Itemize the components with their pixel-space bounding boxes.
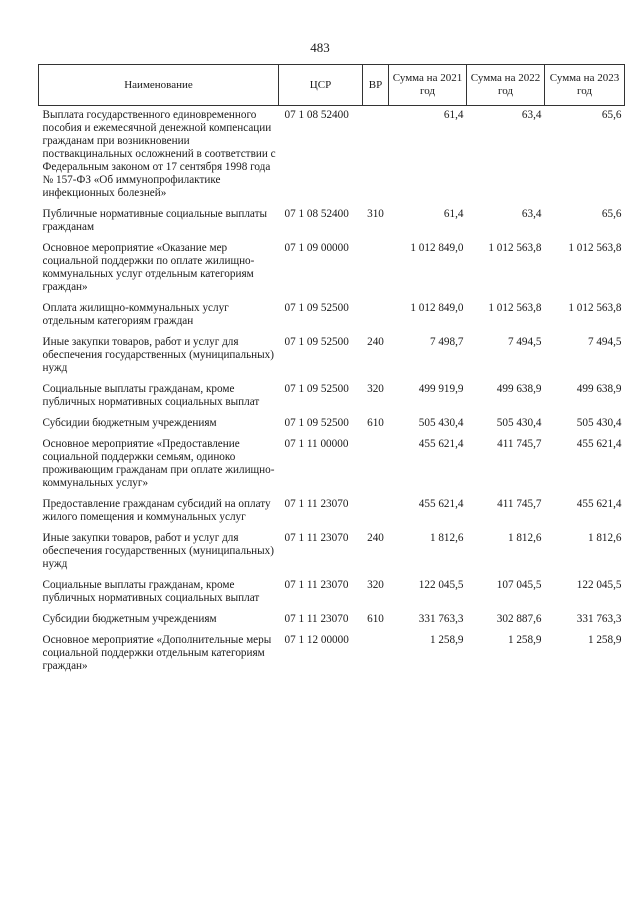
row-vr xyxy=(363,495,389,529)
table-row xyxy=(39,631,625,678)
row-sum-2021: 505 430,4 xyxy=(418,417,464,429)
row-name: Субсидии бюджетным учреждениям xyxy=(42,417,217,429)
row-csr: 07 1 08 52400 xyxy=(284,109,349,121)
row-name: Оплата жилищно-коммунальных услуг отдельным категориям граждан xyxy=(42,302,229,327)
row-name: Публичные нормативные социальные выплаты гражданам xyxy=(42,208,268,233)
table-row xyxy=(39,299,625,333)
header-name: Наименование xyxy=(39,65,279,106)
row-csr: 07 1 11 23070 xyxy=(284,579,349,591)
row-csr: 07 1 09 00000 xyxy=(284,242,349,254)
table-row xyxy=(39,205,625,239)
row-vr xyxy=(363,239,389,299)
row-name: Выплата государственного единовременного пособия и ежемесячной денежной компенсации гражданам при возникновении поствакцинальных осложнений в соответствии с Федеральным законом от 17 сентября 1998 года № 157-ФЗ «Об иммунопрофилактике инфекционных болезней» xyxy=(42,109,276,199)
row-sum-2021: 61,4 xyxy=(443,109,464,121)
row-sum-2023: 499 638,9 xyxy=(576,383,622,395)
row-csr: 07 1 09 52500 xyxy=(284,302,349,314)
row-sum-2021: 455 621,4 xyxy=(418,438,464,450)
row-sum-2022: 1 012 563,8 xyxy=(488,242,542,254)
header-csr: ЦСР xyxy=(279,65,363,106)
row-sum-2021: 1 258,9 xyxy=(429,634,464,646)
row-sum-2023: 505 430,4 xyxy=(576,417,622,429)
row-sum-2022: 63,4 xyxy=(521,109,542,121)
row-name: Основное мероприятие «Предоставление социальной поддержки семьям, одиноко проживающим гражданам при оплате жилищно-коммунальных услуг» xyxy=(42,438,275,489)
table-row xyxy=(39,435,625,495)
row-sum-2022: 411 745,7 xyxy=(497,498,542,510)
budget-table xyxy=(38,64,625,678)
row-name: Основное мероприятие «Оказание мер социальной поддержки по оплате жилищно-коммунальных услуг отдельным категориям граждан» xyxy=(42,242,255,293)
row-csr: 07 1 09 52500 xyxy=(284,383,349,395)
header-sum-2022: Сумма на 2022 год xyxy=(467,65,545,106)
row-csr: 07 1 12 00000 xyxy=(284,634,349,646)
row-sum-2023: 455 621,4 xyxy=(576,438,622,450)
row-sum-2021: 455 621,4 xyxy=(418,498,464,510)
row-sum-2021: 331 763,3 xyxy=(418,613,464,625)
row-sum-2021: 61,4 xyxy=(443,208,464,220)
header-vr: ВР xyxy=(363,65,389,106)
row-name: Иные закупки товаров, работ и услуг для обеспечения государственных (муниципальных) нужд xyxy=(42,336,274,374)
table-row xyxy=(39,239,625,299)
row-sum-2023: 1 258,9 xyxy=(587,634,622,646)
row-sum-2021: 1 012 849,0 xyxy=(410,302,464,314)
row-sum-2022: 107 045,5 xyxy=(496,579,542,591)
row-sum-2022: 499 638,9 xyxy=(496,383,542,395)
row-name: Иные закупки товаров, работ и услуг для обеспечения государственных (муниципальных) нужд xyxy=(42,532,274,570)
row-csr: 07 1 11 23070 xyxy=(284,498,349,510)
row-sum-2023: 1 012 563,8 xyxy=(568,302,622,314)
row-name: Социальные выплаты гражданам, кроме публичных нормативных социальных выплат xyxy=(42,579,260,604)
row-vr: 310 xyxy=(367,208,384,220)
row-vr xyxy=(363,435,389,495)
row-csr: 07 1 08 52400 xyxy=(284,208,349,220)
row-vr xyxy=(363,106,389,206)
row-sum-2022: 302 887,6 xyxy=(496,613,542,625)
row-sum-2022: 1 812,6 xyxy=(507,532,542,544)
row-vr: 610 xyxy=(367,417,384,429)
row-sum-2023: 1 812,6 xyxy=(587,532,622,544)
row-sum-2023: 65,6 xyxy=(601,109,622,121)
row-name: Субсидии бюджетным учреждениям xyxy=(42,613,217,625)
row-sum-2023: 122 045,5 xyxy=(576,579,622,591)
table-row xyxy=(39,380,625,414)
table-header xyxy=(39,65,625,106)
row-csr: 07 1 11 23070 xyxy=(284,532,349,544)
row-sum-2022: 1 258,9 xyxy=(507,634,542,646)
row-sum-2022: 1 012 563,8 xyxy=(488,302,542,314)
row-name: Социальные выплаты гражданам, кроме публичных нормативных социальных выплат xyxy=(42,383,260,408)
row-sum-2023: 331 763,3 xyxy=(576,613,622,625)
table-row xyxy=(39,610,625,631)
table-row xyxy=(39,495,625,529)
row-sum-2021: 1 812,6 xyxy=(429,532,464,544)
row-sum-2022: 411 745,7 xyxy=(497,438,542,450)
table-row xyxy=(39,414,625,435)
row-vr: 320 xyxy=(367,579,384,591)
row-sum-2021: 7 498,7 xyxy=(429,336,464,348)
row-csr: 07 1 11 23070 xyxy=(284,613,349,625)
header-sum-2023: Сумма на 2023 год xyxy=(545,65,625,106)
row-sum-2022: 63,4 xyxy=(521,208,542,220)
row-vr xyxy=(363,631,389,678)
row-csr: 07 1 11 00000 xyxy=(284,438,349,450)
row-csr: 07 1 09 52500 xyxy=(284,417,349,429)
header-row xyxy=(39,65,625,106)
row-sum-2022: 505 430,4 xyxy=(496,417,542,429)
row-vr: 610 xyxy=(367,613,384,625)
row-vr: 240 xyxy=(367,336,384,348)
row-sum-2023: 1 012 563,8 xyxy=(568,242,622,254)
row-sum-2021: 499 919,9 xyxy=(418,383,464,395)
row-sum-2023: 65,6 xyxy=(601,208,622,220)
row-sum-2023: 7 494,5 xyxy=(587,336,622,348)
row-csr: 07 1 09 52500 xyxy=(284,336,349,348)
header-sum-2021: Сумма на 2021 год xyxy=(389,65,467,106)
row-vr: 320 xyxy=(367,383,384,395)
table-row xyxy=(39,529,625,576)
row-vr xyxy=(363,299,389,333)
table-row xyxy=(39,106,625,206)
row-sum-2021: 122 045,5 xyxy=(418,579,464,591)
table-row xyxy=(39,333,625,380)
table-body xyxy=(39,106,625,679)
row-sum-2021: 1 012 849,0 xyxy=(410,242,464,254)
row-name: Предоставление гражданам субсидий на оплату жилого помещения и коммунальных услуг xyxy=(42,498,271,523)
row-sum-2022: 7 494,5 xyxy=(507,336,542,348)
table-row xyxy=(39,576,625,610)
row-sum-2023: 455 621,4 xyxy=(576,498,622,510)
row-vr: 240 xyxy=(367,532,384,544)
row-name: Основное мероприятие «Дополнительные меры социальной поддержки отдельным категориям граждан» xyxy=(42,634,272,672)
page-number: 483 xyxy=(310,40,330,55)
